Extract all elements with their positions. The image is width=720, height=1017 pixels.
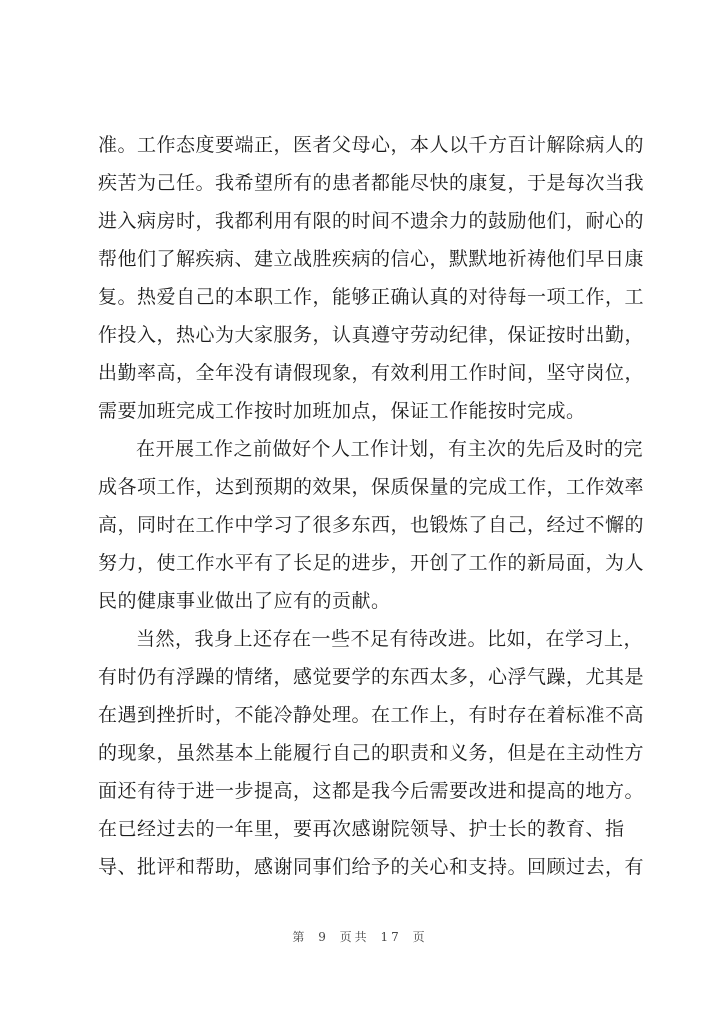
text-line: 高，同时在工作中学习了很多东西，也锻炼了自己，经过不懈的 <box>98 514 645 536</box>
page-footer <box>0 928 720 945</box>
footer-label-prefix: 第 <box>292 930 308 944</box>
current-page-number: 9 <box>318 930 329 944</box>
footer-label-suffix: 页 <box>412 930 428 944</box>
text-line: 成各项工作，达到预期的效果，保质保量的完成工作，工作效率 <box>98 476 645 498</box>
text-line: 有时仍有浮躁的情绪，感觉要学的东西太多，心浮气躁，尤其是 <box>98 666 645 688</box>
text-line: 导、批评和帮助，感谢同事们给予的关心和支持。回顾过去，有 <box>98 856 645 878</box>
text-line: 当然，我身上还存在一些不足有待改进。比如，在学习上， <box>136 628 644 650</box>
text-line: 在开展工作之前做好个人工作计划，有主次的先后及时的完 <box>136 438 644 460</box>
text-line: 在遇到挫折时，不能冷静处理。在工作上，有时存在着标准不高 <box>98 704 645 726</box>
text-line: 疾苦为己任。我希望所有的患者都能尽快的康复，于是每次当我 <box>98 172 645 194</box>
footer-label-middle: 页共 <box>339 930 370 944</box>
text-line: 需要加班完成工作按时加班加点，保证工作能按时完成。 <box>98 400 586 422</box>
text-line: 面还有待于进一步提高，这都是我今后需要改进和提高的地方。 <box>98 780 645 802</box>
text-line: 出勤率高，全年没有请假现象，有效利用工作时间，坚守岗位， <box>98 362 645 384</box>
text-line: 复。热爱自己的本职工作，能够正确认真的对待每一项工作，工 <box>98 286 645 308</box>
total-pages-number: 17 <box>380 930 402 944</box>
text-line: 帮他们了解疾病、建立战胜疾病的信心，默默地祈祷他们早日康 <box>98 248 645 270</box>
text-line: 的现象，虽然基本上能履行自己的职责和义务，但是在主动性方 <box>98 742 645 764</box>
text-line: 准。工作态度要端正，医者父母心，本人以千方百计解除病人的 <box>98 134 645 156</box>
text-line: 民的健康事业做出了应有的贡献。 <box>98 590 391 612</box>
text-line: 进入病房时，我都利用有限的时间不遗余力的鼓励他们，耐心的 <box>98 210 645 232</box>
text-line: 在已经过去的一年里，要再次感谢院领导、护士长的教育、指 <box>98 818 625 840</box>
text-line: 作投入，热心为大家服务，认真遵守劳动纪律，保证按时出勤， <box>98 324 645 346</box>
text-line: 努力，使工作水平有了长足的进步，开创了工作的新局面，为人 <box>98 552 645 574</box>
